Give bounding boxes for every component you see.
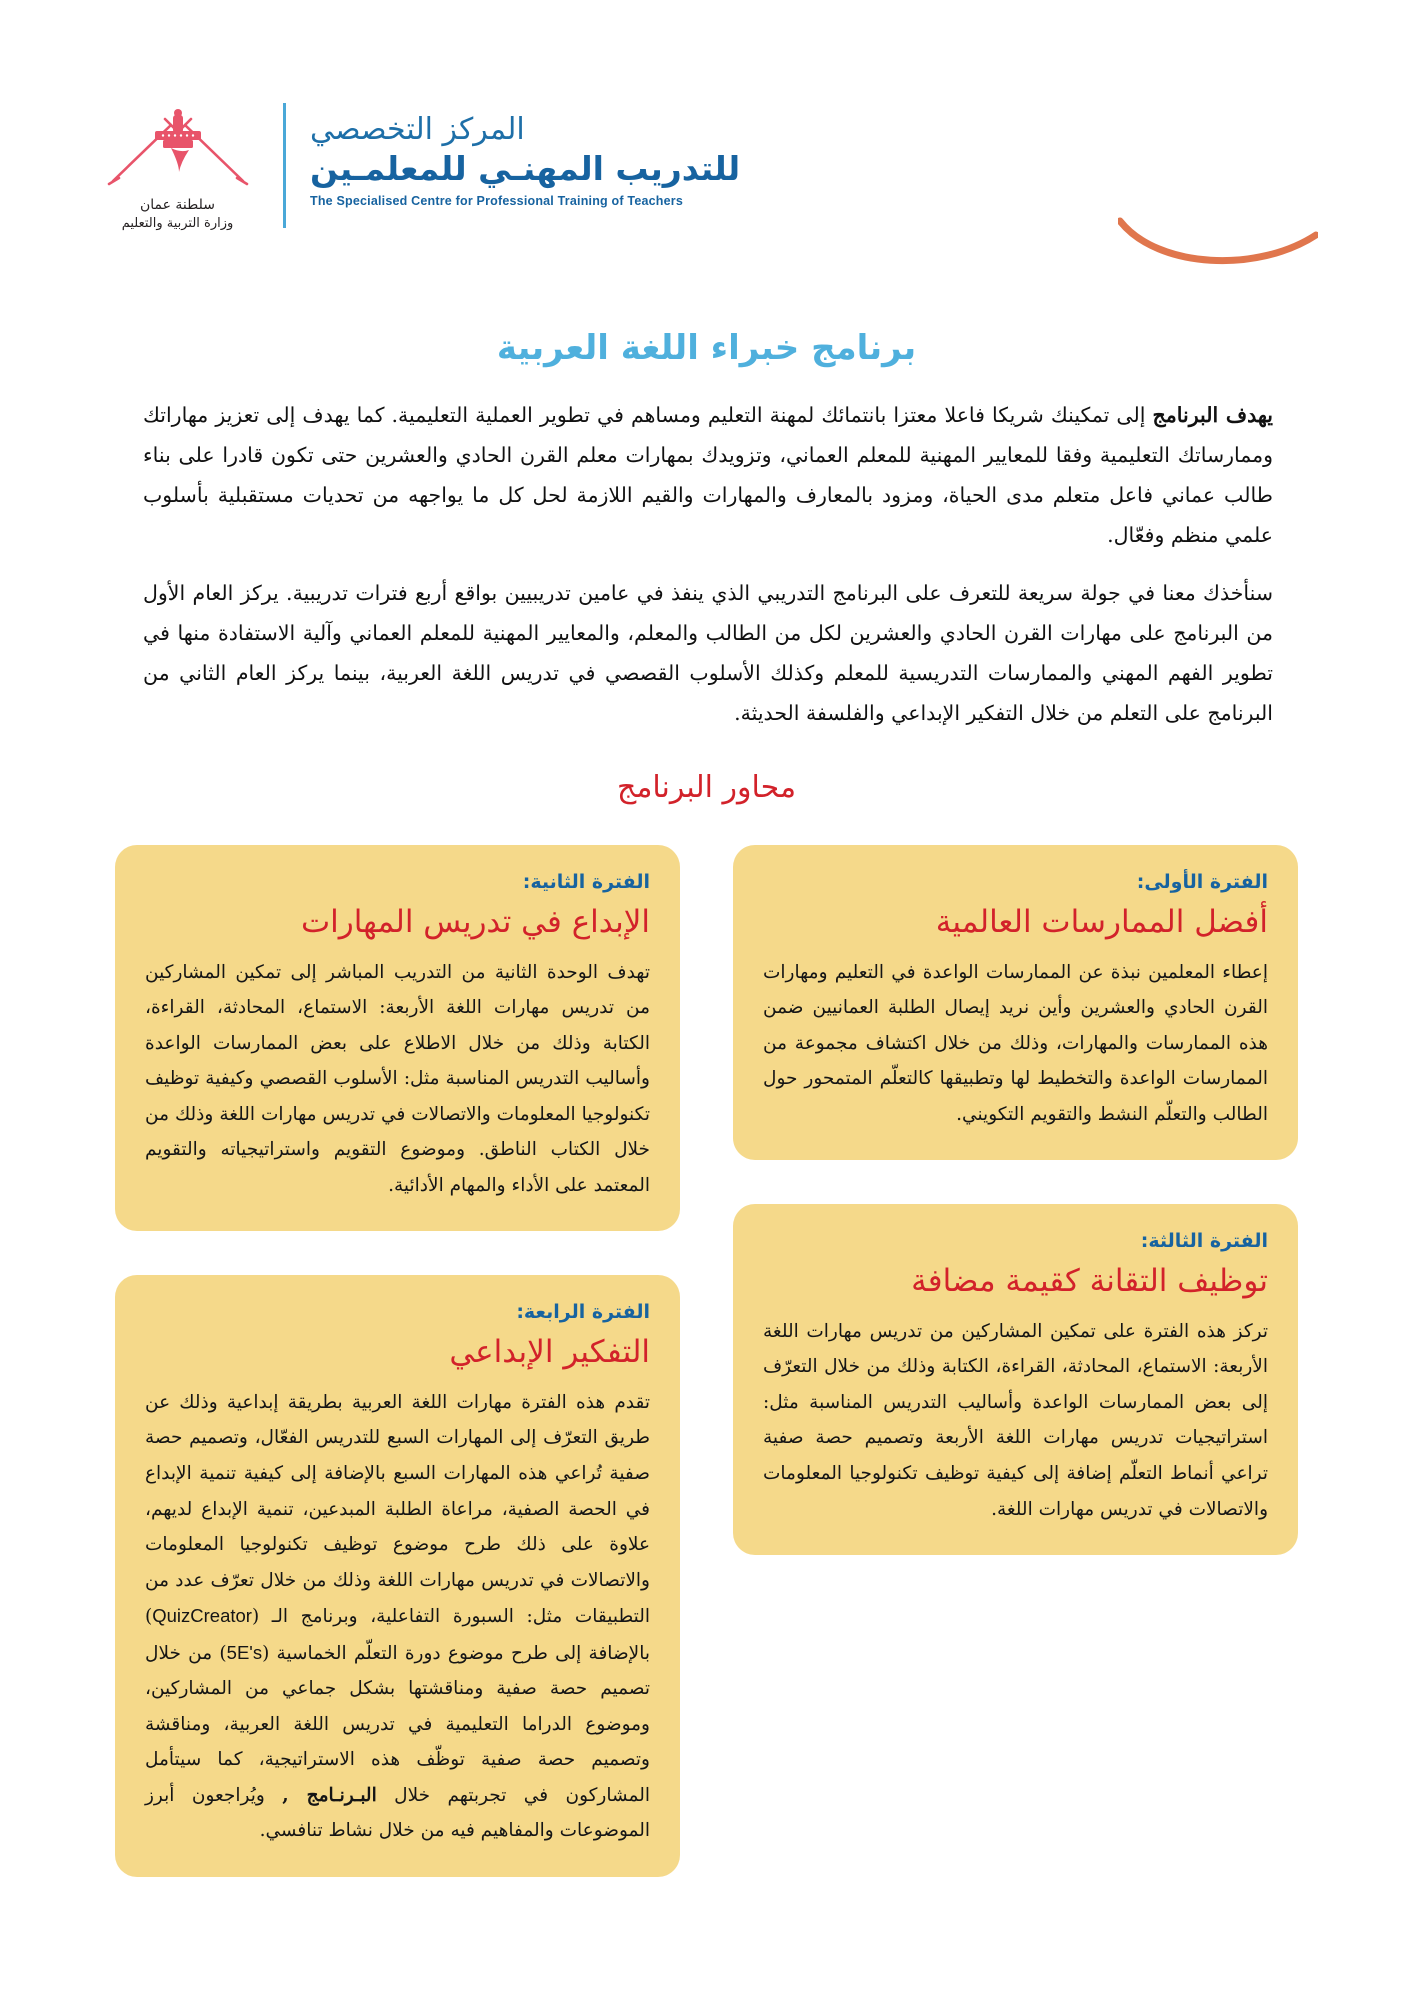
oman-national-emblem-khanjar-icon xyxy=(103,101,253,193)
emblem-caption xyxy=(122,195,234,234)
card-body: تهدف الوحدة الثانية من التدريب المباشر إلى تمكين المشاركين من تدريس مهارات اللغة الأربعة: الاستماع، المحادثة، القراءة، الكتابة وذلك من خلال الاطلاع على بعض الممارسات الواعدة وأساليب التدريس المناسبة مثل: الأسلوب القصصي وكيفية توظيف تكنولوجيا المعلومات والاتصالات في تدريس مهارات اللغة وذلك من خلال الكتاب الناطق. وموضوع التقويم واستراتيجياته والتقويم المعتمد على الأداء والمهام الأدائية. xyxy=(145,961,650,1196)
card-period-three[interactable] xyxy=(733,1204,1298,1555)
card-body-part-2: ) بالإضافة إلى طرح موضوع دورة التعلّم الخماسية ( xyxy=(145,1606,650,1664)
header-divider xyxy=(283,103,286,228)
card-body-bold-program: البـرنـامج , xyxy=(282,1784,377,1806)
brand-line-1: المركز التخصصي xyxy=(310,112,525,147)
brand-line-3-english: The Specialised Centre for Professional Training of Teachers xyxy=(310,194,683,209)
intro-lead-bold: يهدف البرنامج xyxy=(1152,403,1273,427)
model-name-5es: 5E's xyxy=(226,1641,263,1663)
page-title: برنامج خبراء اللغة العربية xyxy=(496,328,917,368)
intro-paragraph-2: سنأخذك معنا في جولة سريعة للتعرف على البرنامج التدريبي الذي ينفذ في عامين تدريبيين بواقع أربع فترات تدريبية. يركز العام الأول من البرنامج على مهارات القرن الحادي والعشرين لكل من الطالب والمعلم، والمعايير المهنية للمعلم العماني وآلية الاستفادة منها في تطوير الفهم المهني والممارسات التدريسية للمعلم وكذلك الأسلوب القصصي في تدريس اللغة العربية، بينما يركز العام الثاني من البرنامج على التعلم من خلال التفكير الإبداعي والفلسفة الحديثة. xyxy=(143,580,1273,725)
section-heading-program-axes: محاور البرنامج xyxy=(616,770,797,805)
intro-paragraph-1-rest: إلى تمكينك شريكا فاعلا معتزا بانتمائك لمهنة التعليم ومساهم في تطوير العملية التعليمية. كما يهدف إلى تعزيز مهاراتك وممارساتك التعليمية وفقا للمعايير المهنية للمعلم العماني، وتزويدك بمهارات معلم القرن الحادي والعشرين حتى تكون قادرا على بناء طالب عماني فاعل متعلم مدى الحياة، ومزود بالمعارف والمهارات والقيم اللازمة لحل كل ما يواجهه من تحديات مستقبلية بأسلوب علمي منظم وفعّال. xyxy=(143,403,1273,547)
app-name-quizcreator: QuizCreator xyxy=(152,1605,252,1627)
card-eyebrow: الفترة الثالثة: xyxy=(1140,1230,1268,1253)
intro-paragraph-1 xyxy=(143,396,1273,556)
card-period-four[interactable] xyxy=(115,1275,680,1876)
card-body-part-1: تقدم هذه الفترة مهارات اللغة العربية بطريقة إبداعية وذلك عن طريق التعرّف إلى المهارات السبع للتدريس الفعّال، وتصميم حصة صفية تُراعي هذه المهارات السبع بالإضافة إلى كيفية تنمية الإبداع في الحصة الصفية، مراعاة الطلبة المبدعين، تنمية الإبداع لديهم، علاوة على ذلك طرح موضوع توظيف تكنولوجيا المعلومات والاتصالات في تدريس مهارات اللغة وذلك من خلال تعرّف عدد من التطبيقات مثل: السبورة التفاعلية، وبرنامج الـ ( xyxy=(145,1391,650,1628)
card-title: توظيف التقانة كقيمة مضافة xyxy=(911,1263,1268,1300)
intro-section xyxy=(143,396,1273,734)
card-body-part-4: ويُراجعون أبرز الموضوعات والمفاهيم فيه من خلال نشاط تنافسي. xyxy=(145,1784,650,1842)
card-body: تركز هذه الفترة على تمكين المشاركين من تدريس مهارات اللغة الأربعة: الاستماع، المحادثة، القراءة، الكتابة وذلك من خلال التعرّف إلى بعض الممارسات الواعدة وأساليب التدريس المناسبة مثل: استراتيجيات تدريس مهارات اللغة الأربعة وتصميم حصة صفية تراعي أنماط التعلّم إضافة إلى كيفية توظيف تكنولوجيا المعلومات والاتصالات في تدريس مهارات اللغة. xyxy=(763,1320,1268,1520)
page-header xyxy=(90,95,1323,270)
emblem-caption-country: سلطنة عمان xyxy=(139,197,216,213)
emblem-caption-ministry: وزارة التربية والتعليم xyxy=(121,216,234,232)
card-eyebrow: الفترة الرابعة: xyxy=(516,1301,650,1324)
cards-column-left xyxy=(115,845,680,1877)
card-body: إعطاء المعلمين نبذة عن الممارسات الواعدة في التعليم ومهارات القرن الحادي والعشرين وأين نريد إيصال الطلبة العمانيين ضمن هذه الممارسات والمهارات، وذلك من خلال اكتشاف مجموعة من الممارسات الواعدة والتخطيط لها وتطبيقها كالتعلّم المتمحور حول الطالب والتعلّم النشط والتقويم التكويني. xyxy=(763,961,1268,1125)
emblem-block xyxy=(90,95,265,234)
card-title: أفضل الممارسات العالمية xyxy=(935,904,1268,940)
card-eyebrow: الفترة الثانية: xyxy=(522,871,650,893)
card-body xyxy=(145,1385,650,1849)
card-period-one[interactable] xyxy=(733,845,1298,1160)
card-body-part-3: ) من خلال تصميم حصة صفية ومناقشتها بشكل جماعي من المشاركين، وموضوع الدراما التعليمية في تدريس اللغة العربية، ومناقشة وتصميم حصة صفية توظّف هذه الاستراتيجية، كما سيتأمل المشاركون في تجربتهم خلال xyxy=(145,1642,650,1806)
card-eyebrow: الفترة الأولى: xyxy=(1136,871,1268,893)
card-period-two[interactable] xyxy=(115,845,680,1231)
cards-column-right xyxy=(733,845,1298,1555)
brand-block xyxy=(302,95,1323,208)
card-title: التفكير الإبداعي xyxy=(449,1334,650,1371)
brand-line-2: للتدريب المهنـي للمعلمـين xyxy=(310,148,741,188)
program-axes-cards xyxy=(115,845,1298,1905)
card-title: الإبداع في تدريس المهارات xyxy=(300,904,650,940)
